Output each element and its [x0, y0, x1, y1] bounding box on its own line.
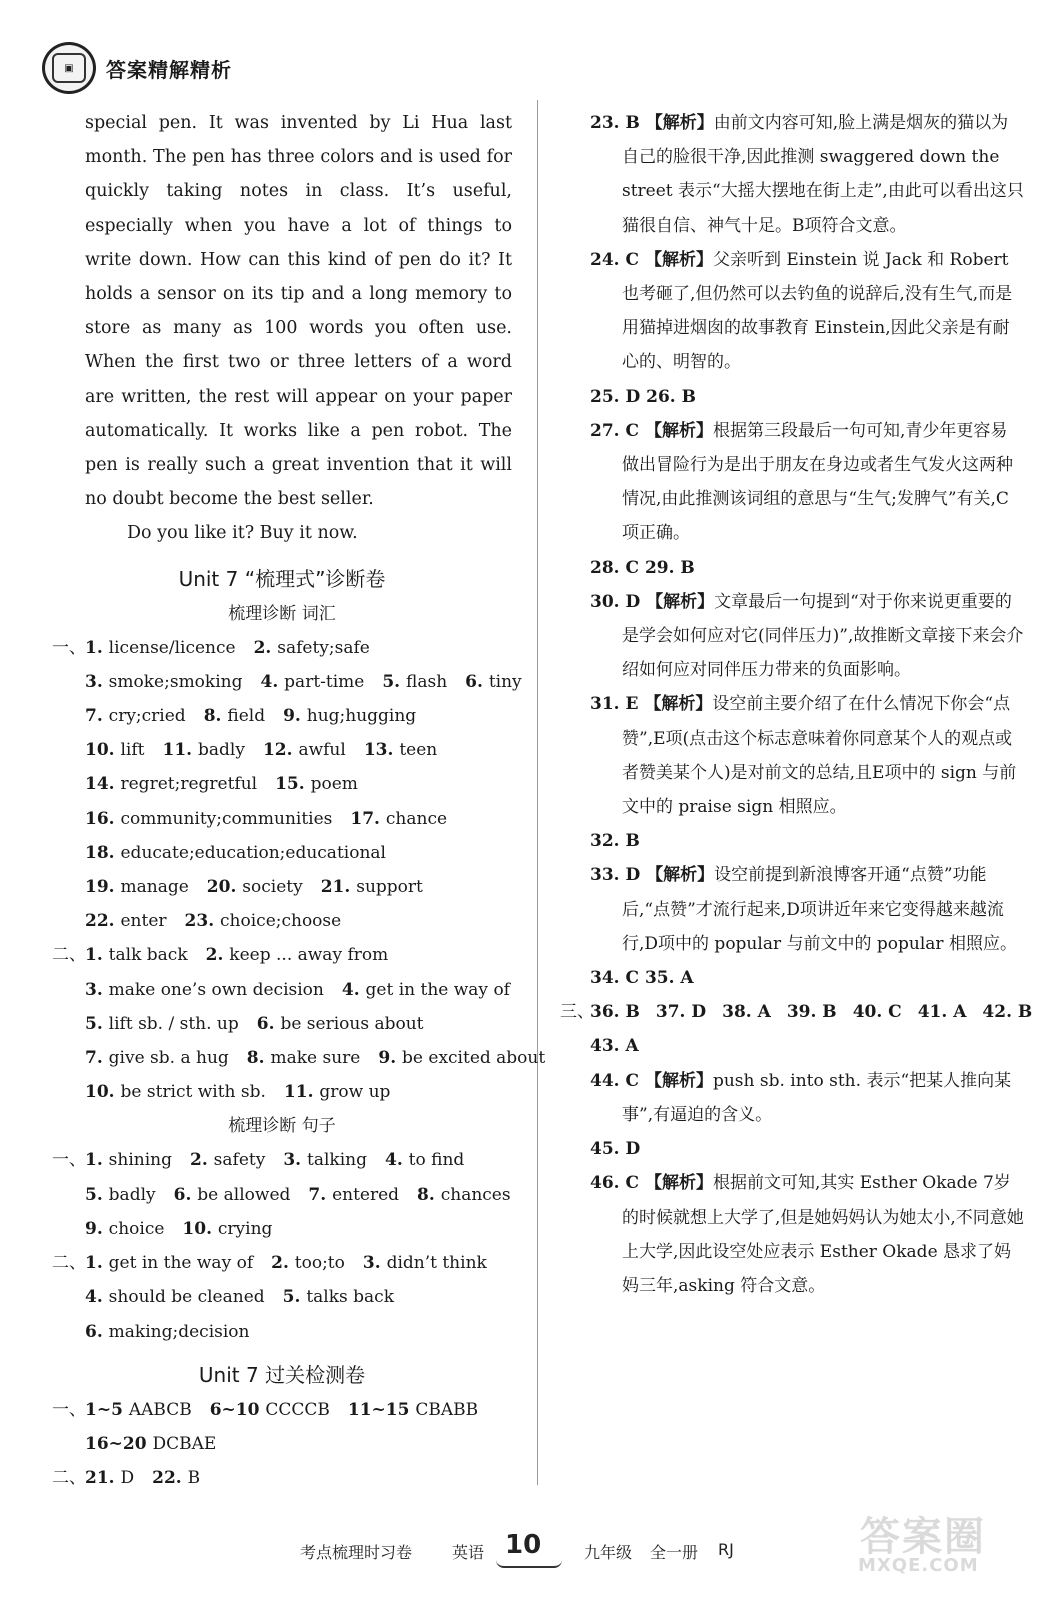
section-marker: 二、 [52, 1253, 86, 1274]
passage-paragraph: Do you like it? Buy it now. [127, 523, 358, 544]
section-marker: 一、 [52, 1150, 86, 1171]
answer-row [52, 1143, 512, 1177]
answer-entry: 40. C [852, 1002, 902, 1023]
answer-list [560, 106, 1030, 995]
answer-entry: 39. B [786, 1002, 837, 1023]
passage-paragraph: special pen. It was invented by Li Hua last month. The pen has three colors and is used for quickly taking notes in class. It’s useful, especially when you have a lot of things to write down. How can this kind of pen do it? It holds a sensor on its tip and a long memory to store as many as 100 words you often use. When the first two or three letters of a word are written, the rest will appear on your paper automatically. It works like a pen robot. The pen is really such a great invention that it will no doubt become the best seller. [85, 113, 512, 510]
answer-entry: 14. regret;regretful [85, 774, 258, 795]
answer-entry: 4. get in the way of [341, 979, 510, 1000]
answer-number: 44. C [590, 1070, 645, 1091]
answer-entry: 41. A [917, 1002, 967, 1023]
answer-entry: 1~5 AABCB [85, 1399, 192, 1420]
answer-item [560, 551, 1030, 585]
answer-item [560, 585, 1030, 688]
answer-row [52, 1461, 512, 1495]
answer-item [560, 961, 1030, 995]
answer-number: 27. C [590, 420, 645, 441]
section-marker: 二、 [52, 1468, 86, 1489]
section-marker: 一、 [52, 637, 86, 658]
analysis-tag: 【解析】 [644, 249, 713, 270]
analysis-text: 父亲听到 Einstein 说 Jack 和 Robert 也考砸了,但仍然可以去钓鱼的说辞后,没有生气,而是用猫掉进烟囱的故事教育 Einstein,因此父亲是有耐心的、明智的。 [622, 249, 1013, 373]
test-section-2 [52, 1461, 512, 1495]
analysis-tag: 【解析】 [646, 591, 715, 612]
answer-entry: 6. making;decision [85, 1321, 250, 1342]
answer-entry: 15. poem [275, 774, 358, 795]
answer-entry: 16~20 DCBAE [85, 1433, 217, 1454]
answer-entry: 2. too;to [271, 1253, 345, 1274]
volume: 全一册 [650, 1543, 699, 1562]
unit-heading: Unit 7 “梳理式”诊断卷 [178, 566, 386, 591]
analysis-text: 根据第三段最后一句可知,青少年更容易做出冒险行为是出于朋友在身边或者生气发火这两种情况,由此推测该词组的意思与“生气;发脾气”有关,C项正确。 [622, 420, 1013, 544]
answer-row [52, 1041, 546, 1075]
answer-entry: 4. should be cleaned [85, 1287, 265, 1308]
answer-entry: 3. make one’s own decision [85, 979, 324, 1000]
answer-entry: 23. choice;choose [184, 911, 342, 932]
answer-row [52, 1315, 512, 1349]
answer-entry: 9. choice [85, 1218, 165, 1239]
answer-entry: 21. support [320, 877, 423, 898]
section-subheading: 梳理诊断 词汇 [228, 603, 336, 624]
answer-row [52, 665, 522, 699]
answer-entry: 10. be strict with sb. [85, 1082, 266, 1103]
analysis-text: 根据前文可知,其实 Esther Okade 7岁的时候就想上大学了,但是她妈妈认为她太小,不同意她上大学,因此设空处应表示 Esther Okade 恳求了妈妈三年,asking 符合文意。 [622, 1173, 1024, 1296]
analysis-tag: 【解析】 [644, 1070, 713, 1091]
watermark-text: 答案圈 [860, 1514, 986, 1560]
answer-item [560, 824, 1030, 858]
answer-number: 23. B [590, 113, 646, 133]
answer-entry: 1. get in the way of [85, 1253, 254, 1274]
answer-row [52, 938, 512, 972]
page-header [42, 40, 342, 98]
answer-row [52, 733, 512, 767]
answer-entry: 38. A [722, 1002, 771, 1023]
answer-row [52, 836, 512, 870]
book-name: 考点梳理时习卷 [300, 1543, 413, 1562]
analysis-tag: 【解析】 [644, 1173, 713, 1194]
analysis-text: 由前文内容可知,脸上满是烟灰的猫以为自己的脸很干净,因此推测 swaggered down the street 表示“大摇大摆地在街上走”,由此可以看出这只猫很自信、神气十足。B项符合文意。 [622, 113, 1024, 236]
answer-entry: 2. keep ... away from [205, 945, 389, 966]
answer-entry: 37. D [655, 1002, 707, 1023]
answer-entry: 5. flash [382, 671, 448, 692]
answer-entry: 5. talks back [282, 1287, 395, 1308]
answer-row [52, 1246, 512, 1280]
section-3-row [560, 995, 1033, 1029]
answer-number: 24. C [590, 249, 645, 270]
answer-entry: 10. crying [182, 1218, 273, 1239]
answer-entry: 11. badly [162, 740, 245, 761]
answer-entry: 7. give sb. a hug [85, 1048, 229, 1069]
answer-row [52, 631, 512, 665]
answer-row [52, 904, 512, 938]
answer-list-2 [560, 1064, 1030, 1303]
answer-entry: 8. make sure [246, 1048, 361, 1069]
answer-entry: 3. didn’t think [362, 1253, 487, 1274]
analysis-tag: 【解析】 [646, 865, 715, 886]
answer-entry: 3. talking [283, 1150, 367, 1171]
answer-number: 25. D 26. B [590, 386, 697, 407]
answer-entry: 10. lift [85, 740, 145, 761]
answer-number: 30. D [590, 591, 647, 612]
answer-row [52, 1212, 512, 1246]
answer-entry: 12. awful [262, 740, 346, 761]
vocab-section-1 [52, 631, 522, 939]
page-number: 10 [505, 1530, 542, 1560]
answer-entry: 6. be allowed [173, 1184, 291, 1205]
answer-row [52, 802, 512, 836]
answer-row [52, 870, 512, 904]
analysis-tag: 【解析】 [644, 420, 713, 441]
grade: 九年级 [584, 1543, 633, 1562]
answer-entry: 5. lift sb. / sth. up [85, 1013, 239, 1034]
answer-entry: 17. chance [350, 808, 448, 829]
answer-row [52, 1007, 512, 1041]
answer-entry: 16. community;communities [85, 808, 333, 829]
answer-item [560, 106, 1030, 243]
answer-item [560, 858, 1030, 961]
answer-entry: 6. tiny [465, 671, 522, 692]
answer-entry: 21. D [85, 1468, 135, 1489]
answer-number: 32. B [590, 831, 640, 852]
answer-row [52, 699, 512, 733]
right-column [560, 106, 1033, 1303]
answer-item [560, 687, 1030, 824]
analysis-text: 设空前提到新浪博客开通“点赞”功能后,“点赞”才流行起来,D项讲近年来它变得越来越流行,D项中的 popular 与前文中的 popular 相照应。 [622, 865, 1017, 954]
answer-item [560, 414, 1030, 551]
answer-number: 33. D [590, 865, 647, 886]
answer-entry: 7. entered [308, 1184, 400, 1205]
answer-item [560, 1029, 1030, 1063]
answer-row [52, 1393, 512, 1427]
section-marker: 二、 [52, 945, 86, 966]
vocab-section-2 [52, 938, 546, 1109]
answer-entry: 11. grow up [283, 1082, 391, 1103]
column-divider [537, 100, 538, 1485]
watermark-url: MXQE.COM [858, 1555, 979, 1576]
answer-entry: 20. society [206, 877, 303, 898]
answer-entry: 42. B [982, 1002, 1033, 1023]
analysis-tag: 【解析】 [644, 694, 713, 715]
answer-entry: 18. educate;education;educational [85, 842, 386, 863]
edition: RJ [718, 1540, 734, 1559]
header-title: 答案精解精析 [106, 58, 232, 82]
answer-item [560, 243, 1030, 380]
answer-entry: 9. hug;hugging [283, 706, 417, 727]
answer-number: 31. E [590, 694, 645, 715]
answer-row [52, 1075, 512, 1109]
answer-entry: 1. license/licence [85, 637, 236, 658]
answer-item [560, 1166, 1030, 1303]
book-icon: ▣ [52, 53, 86, 83]
answer-row [52, 1427, 512, 1461]
answer-entry: 19. manage [85, 877, 189, 898]
answer-entry: 6~10 CCCCB [209, 1399, 330, 1420]
unit-heading: Unit 7 过关检测卷 [198, 1362, 366, 1387]
answer-row [52, 767, 512, 801]
section-subheading: 梳理诊断 句子 [228, 1116, 336, 1137]
subject: 英语 [452, 1543, 485, 1562]
watermark [850, 1505, 1030, 1585]
sentence-section-2 [52, 1246, 512, 1349]
answer-entry: 11~15 CBABB [347, 1399, 479, 1420]
answer-row [52, 1178, 512, 1212]
answer-entry: 2. safety;safe [253, 637, 370, 658]
answer-row [52, 973, 512, 1007]
page-number-brace [496, 1560, 562, 1568]
answer-entry: 3. smoke;smoking [85, 671, 243, 692]
answer-entry: 22. B [152, 1468, 201, 1489]
publisher-logo [42, 42, 96, 94]
answer-row [52, 1280, 512, 1314]
answer-entry: 9. be excited about [378, 1048, 546, 1069]
answer-entry: 8. field [203, 706, 266, 727]
answer-entry: 2. safety [190, 1150, 266, 1171]
section-marker: 一、 [52, 1399, 86, 1420]
answer-entry: 1. talk back [85, 945, 188, 966]
answer-item [560, 380, 1030, 414]
analysis-text: 文章最后一句提到“对于你来说更重要的是学会如何应对它(同伴压力)”,故推断文章接下来会介绍如何应对同伴压力带来的负面影响。 [622, 591, 1024, 681]
section-marker: 三、 [560, 1002, 594, 1023]
analysis-text: 设空前主要介绍了在什么情况下你会“点赞”,E项(点击这个标志意味着你同意某个人的观点或者赞美某个人)是对前文的总结,且E项中的 sign 与前文中的 praise sign 相照应。 [622, 694, 1017, 818]
answer-entry: 4. to find [384, 1150, 465, 1171]
answer-number: 43. A [590, 1036, 639, 1057]
analysis-tag: 【解析】 [645, 113, 714, 133]
left-column [52, 106, 546, 1495]
answer-entry: 8. chances [417, 1184, 511, 1205]
answer-entry: 4. part-time [260, 671, 365, 692]
answer-entry: 13. teen [363, 740, 438, 761]
answer-entry: 7. cry;cried [85, 706, 186, 727]
answer-entry: 36. B [590, 1002, 640, 1023]
answer-entry: 1. shining [85, 1150, 172, 1171]
answer-number: 46. C [590, 1173, 645, 1194]
answer-entry: 6. be serious about [256, 1013, 424, 1034]
answer-entry: 5. badly [85, 1184, 156, 1205]
analysis-text: push sb. into sth. 表示“把某人推向某事”,有逼迫的含义。 [622, 1070, 1012, 1125]
sentence-section-1 [52, 1143, 512, 1246]
answer-entry: 22. enter [85, 911, 167, 932]
answer-number: 34. C 35. A [590, 968, 694, 989]
answer-number: 45. D [590, 1139, 641, 1160]
answer-item [560, 1064, 1030, 1132]
answer-number: 28. C 29. B [590, 557, 695, 578]
answer-item [560, 1132, 1030, 1166]
test-section-1 [52, 1393, 512, 1461]
